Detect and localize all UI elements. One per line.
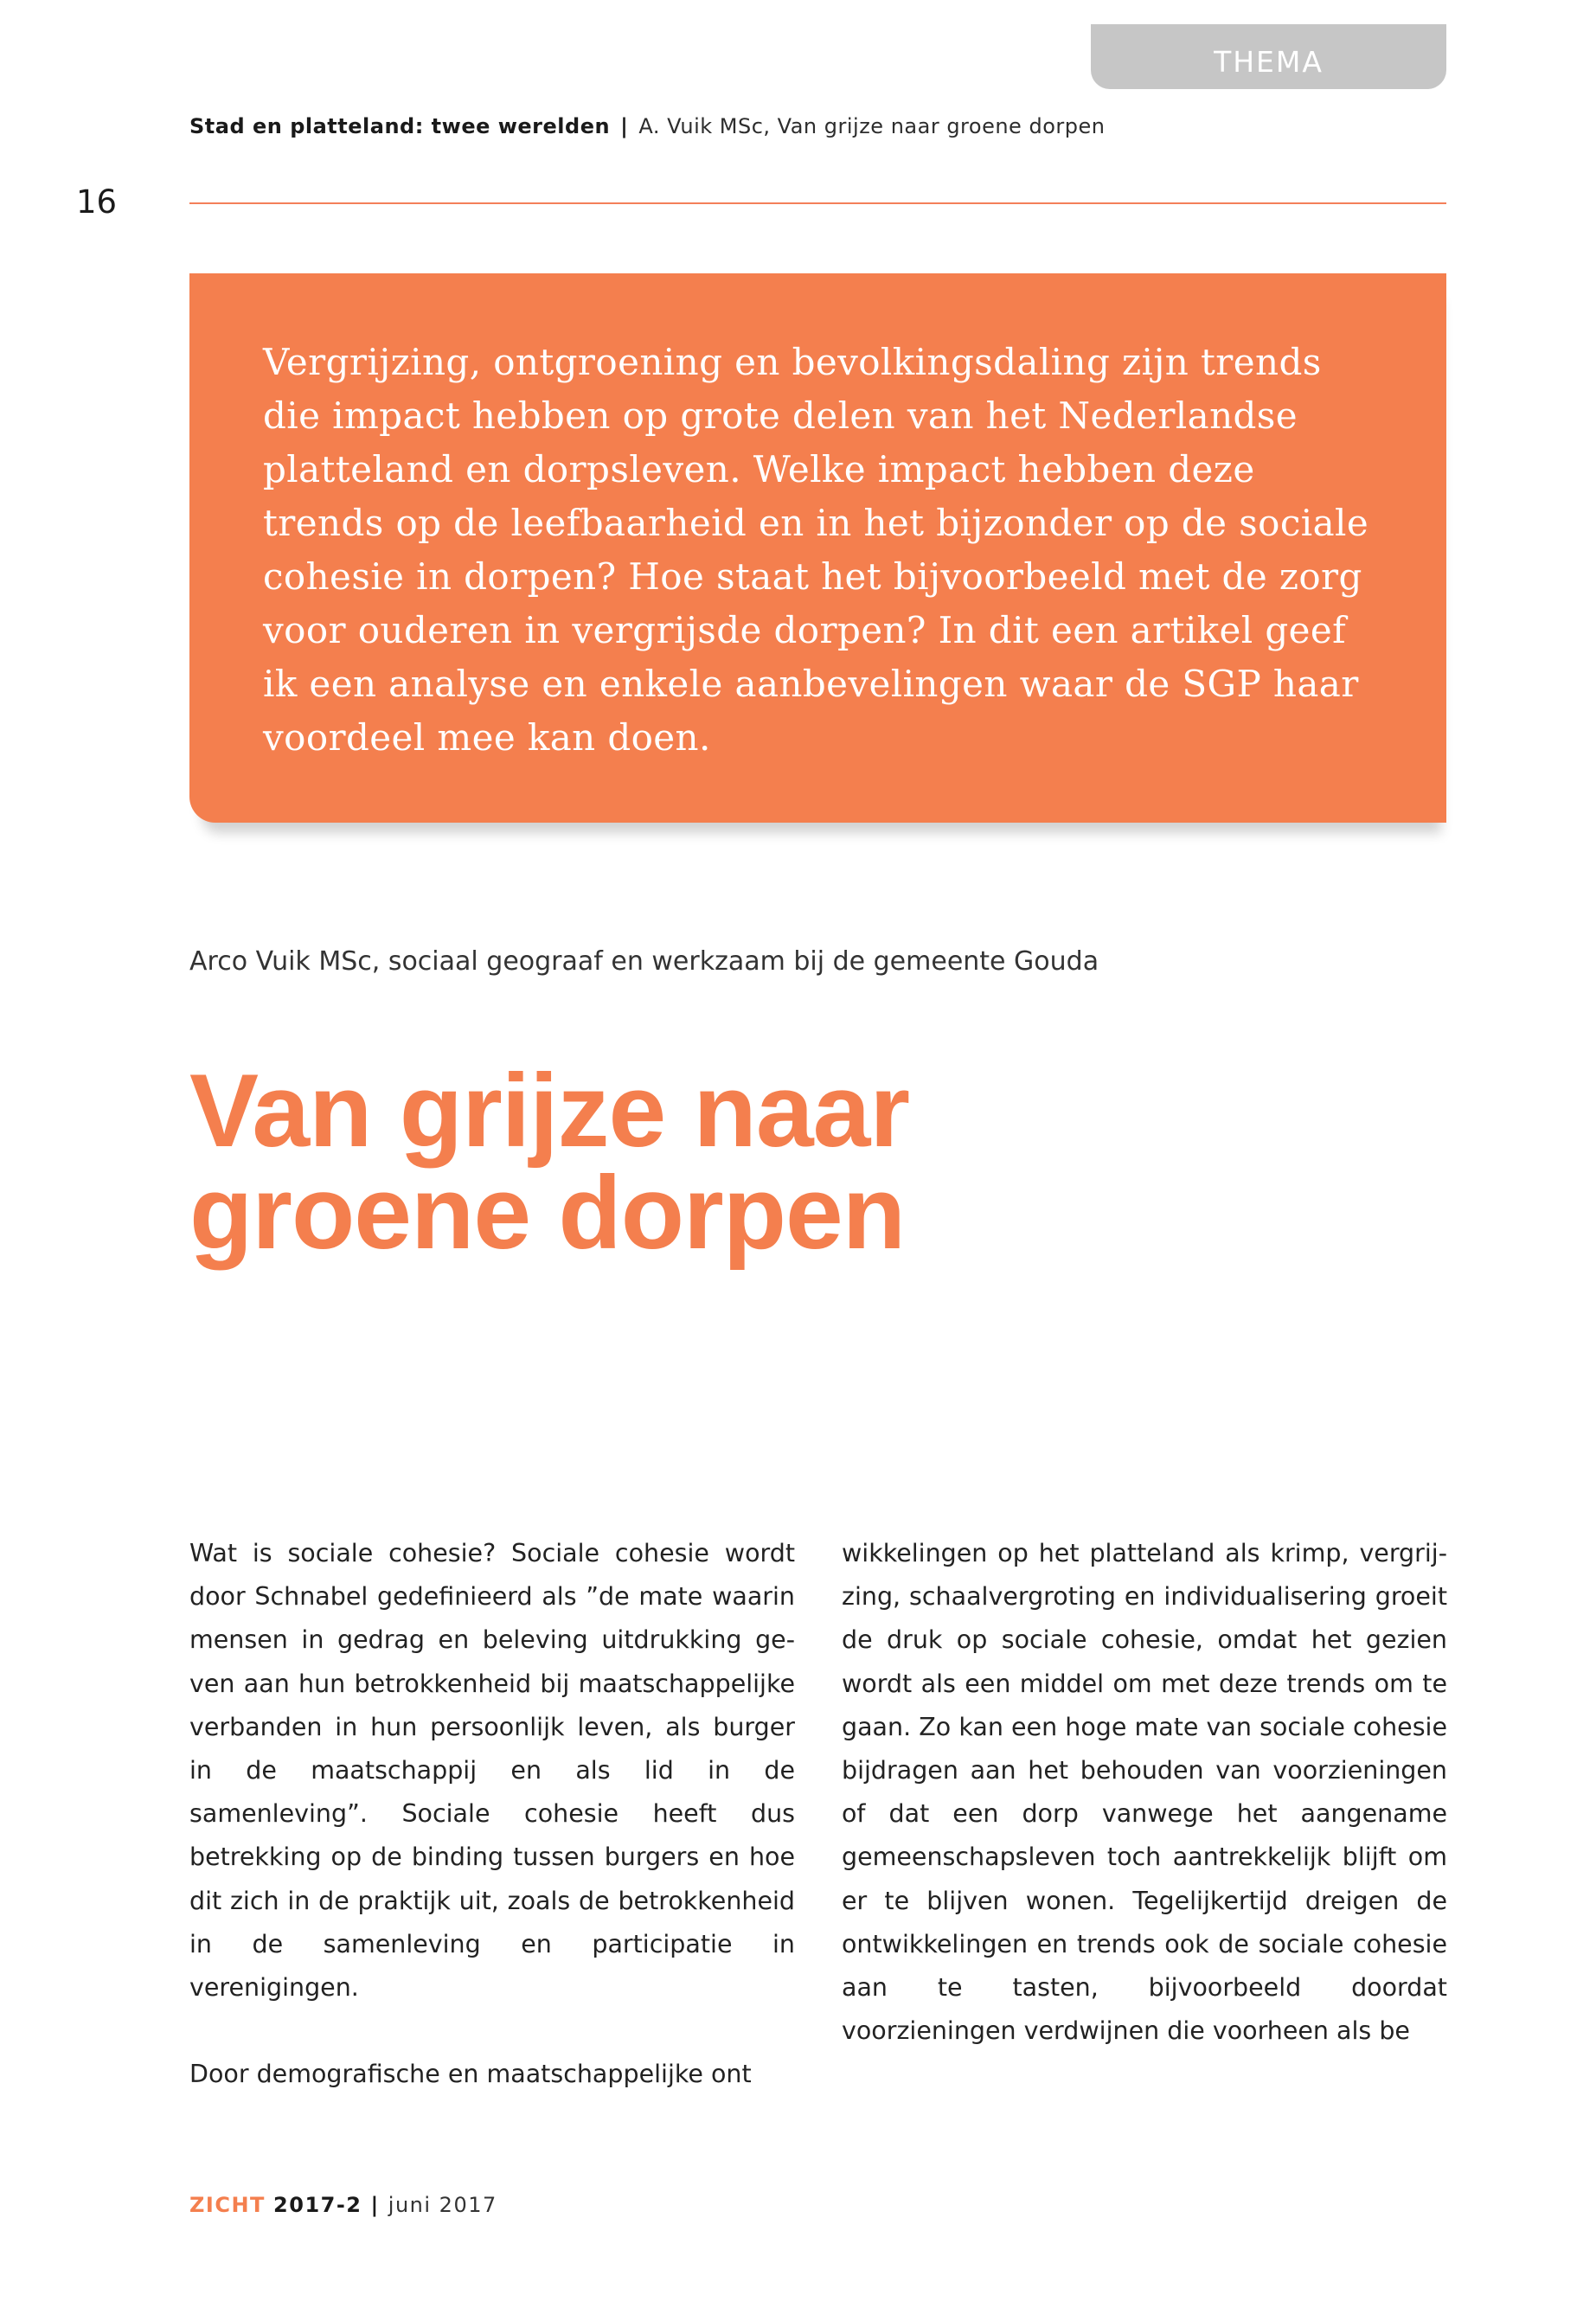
page-number: 16 <box>76 183 118 221</box>
body-paragraph: Door demografische en maatschappelijke ont <box>189 2060 752 2089</box>
running-head-separator: | <box>620 114 629 138</box>
body-paragraph: Wat is sociale cohesie? Sociale cohesie wordt door Schnabel gedefinieerd als ”de mate waarin mensen in gedrag en beleving uitdrukking geven aan hun betrokkenheid bij maatschappelijke verbanden in hun persoonlijk leven, als burger in de maatschappij en als lid in de samenleving”. Sociale cohesie heeft dus betrekking op de binding tussen burgers en hoe dit zich in de praktijk uit, zoals de betrokkenheid in de samenleving en participatie in verenigingen. <box>189 1539 795 2003</box>
article-reference: A. Vuik MSc, Van grijze naar groene dorpen <box>638 114 1106 138</box>
running-head <box>189 111 1401 142</box>
issue-number: 2017-2 <box>273 2193 362 2217</box>
magazine-name: ZICHT <box>189 2193 266 2217</box>
issue-date: juni 2017 <box>388 2193 497 2217</box>
footer-separator: | <box>370 2193 380 2217</box>
body-column-right <box>842 1532 1447 2096</box>
series-title: Stad en platteland: twee werelden <box>189 114 611 138</box>
intro-text: Vergrijzing, ontgroening en bevolkingsdaling zijn trends die impact hebben op grote delen van het Nederlandse platteland en dorpsleven. Welke impact hebben deze trends op de leefbaarheid en in het bijzonder op de sociale cohesie in dorpen? Hoe staat het bijvoorbeeld met de zorg voor ouderen in vergrijsde dorpen? In dit een artikel geef ik een analyse en enkele aanbevelingen waar de SGP haar voordeel mee kan doen. <box>263 341 1369 759</box>
section-tab: THEMA <box>1091 24 1446 89</box>
body-column-left <box>189 1532 795 2139</box>
author-byline: Arco Vuik MSc, sociaal geograaf en werkzaam bij de gemeente Gouda <box>189 946 1099 977</box>
headline-line-1: Van grijze naar <box>189 1053 910 1169</box>
intro-box <box>189 273 1446 823</box>
header-rule <box>189 202 1446 204</box>
article-headline <box>189 1053 1314 1271</box>
body-paragraph: wikkelingen op het platteland als krimp, vergrijzing, schaalvergroting en individualisering groeit de druk op sociale cohesie, omdat het gezien wordt als een middel om met deze trends om te gaan. Zo kan een hoge mate van sociale cohesie bijdragen aan het behouden van voorzieningen of dat een dorp vanwege het aangename gemeenschapsleven toch aantrekkelijk blijft om er te blijven wonen. Tegelijkertijd dreigen de ontwikkelingen en trends ook de sociale cohesie aan te tasten, bijvoorbeeld doordat voorzieningen verdwijnen die voorheen als be <box>842 1539 1447 2046</box>
headline-line-2: groene dorpen <box>189 1155 906 1271</box>
page-footer <box>189 2189 497 2221</box>
